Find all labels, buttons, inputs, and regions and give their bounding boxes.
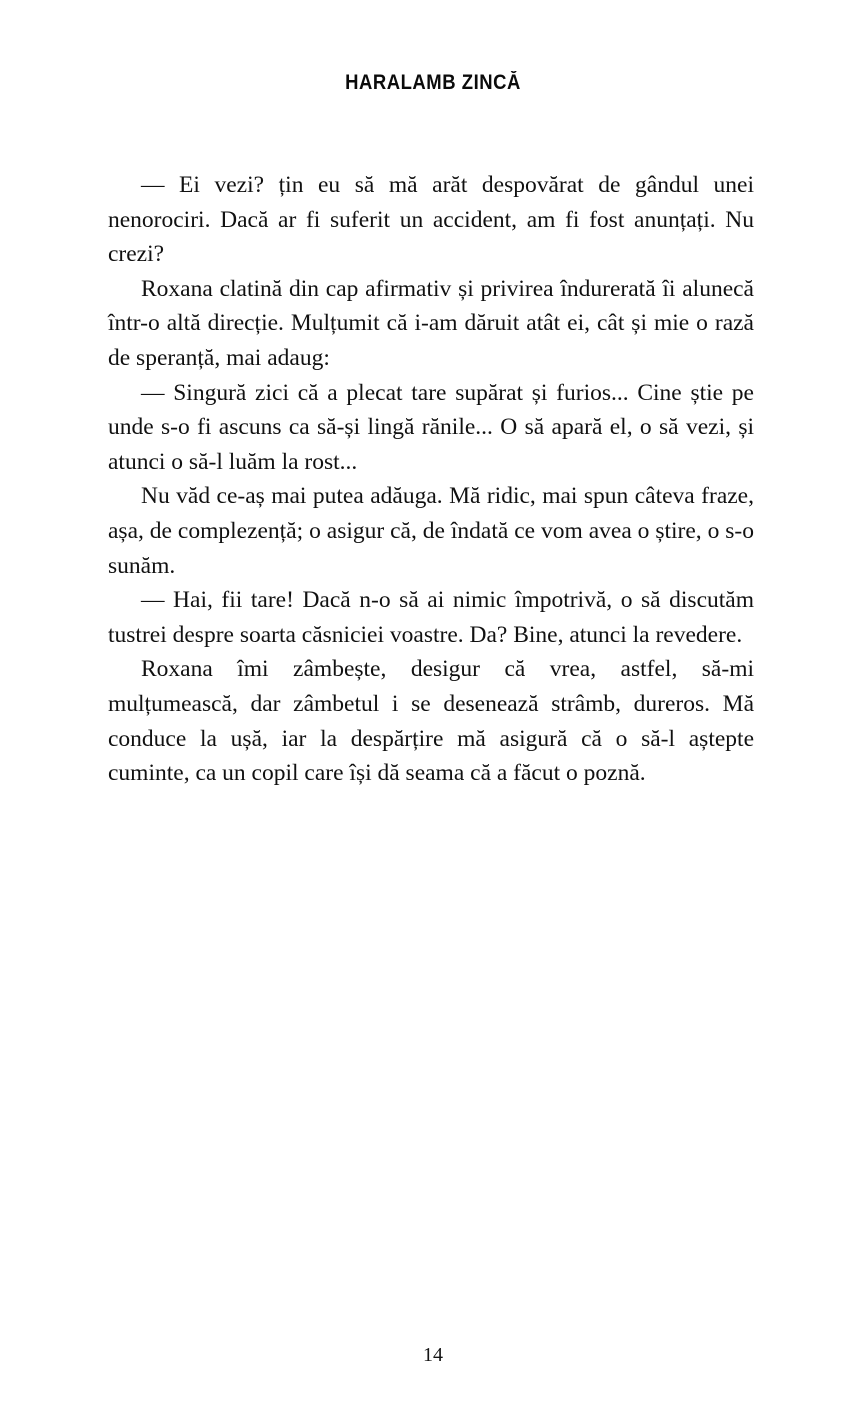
paragraph: Nu văd ce-aș mai putea adăuga. Mă ridic, mai spun câteva fraze, așa, de complezență; o asigur că, de îndată ce vom avea o știre, o s-o sunăm. <box>108 483 754 579</box>
paragraph: Roxana îmi zâmbește, desigur că vrea, astfel, să-mi mulțumească, dar zâmbetul i se desenează strâmb, dureros. Mă conduce la ușă, iar la despărțire mă asigură că o să-l aștepte cuminte, ca un copil care își dă seama că a făcut o poznă. <box>108 656 754 787</box>
running-head: HARALAMB ZINCĂ <box>345 71 521 94</box>
paragraph: — Hai, fii tare! Dacă n-o să ai nimic împotrivă, o să discutăm tustrei despre soarta căsniciei voastre. Da? Bine, atunci la revedere. <box>108 587 754 648</box>
page-number: 14 <box>423 1344 443 1366</box>
paragraph: — Singură zici că a plecat tare supărat și furios... Cine știe pe unde s-o fi ascuns ca să-și lingă rănile... O să apară el, o să vezi, și atunci o să-l luăm la rost... <box>108 379 754 475</box>
paragraph: — Ei vezi? țin eu să mă arăt despovărat de gândul unei nenorociri. Dacă ar fi suferit un accident, am fi fost anunțați. Nu crezi? <box>108 172 754 268</box>
body-text <box>108 168 754 791</box>
paragraph: Roxana clatină din cap afirmativ și privirea îndurerată îi alunecă într-o altă direcție. Mulțumit că i-am dăruit atât ei, cât și mie o rază de speranță, mai adaug: <box>108 275 754 371</box>
